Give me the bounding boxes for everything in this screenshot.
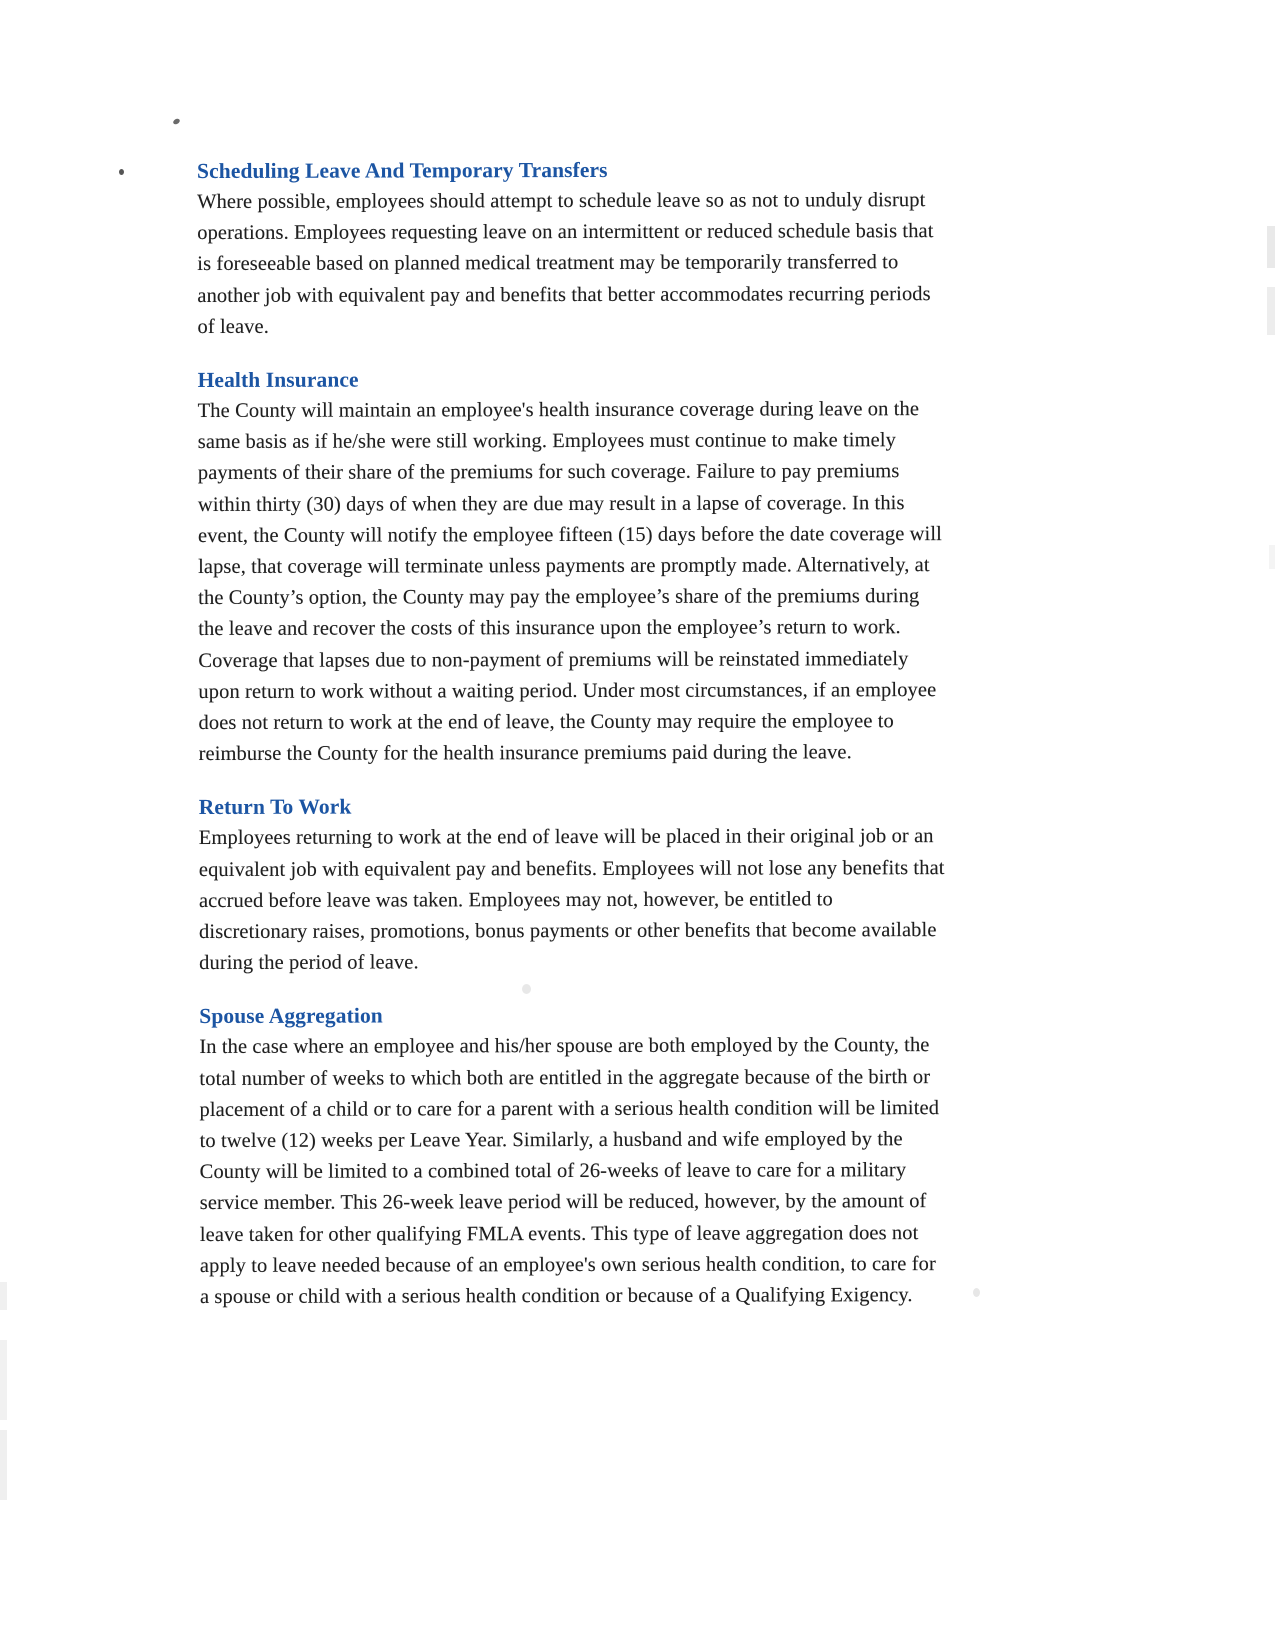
text-line: service member. This 26-week leave period will be reduced, however, by the amount of: [199, 1190, 927, 1215]
text-line: reimburse the County for the health insurance premiums paid during the leave.: [198, 741, 852, 766]
text-line: a spouse or child with a serious health condition or because of a Qualifying Exigency.: [199, 1284, 913, 1309]
policy-section: [198, 363, 1049, 771]
text-line: The County will maintain an employee's health insurance coverage during leave on the: [197, 398, 920, 423]
text-line: the leave and recover the costs of this insurance upon the employee’s return to work.: [198, 616, 901, 641]
text-line: equivalent job with equivalent pay and benefits. Employees will not lose any benefits that: [198, 856, 945, 881]
section-body: [198, 394, 1049, 771]
section-heading: Spouse Aggregation: [199, 1003, 383, 1029]
section-heading: Scheduling Leave And Temporary Transfers: [197, 157, 608, 183]
text-line: Employees returning to work at the end of leave will be placed in their original job or an: [198, 825, 934, 850]
scan-edge-artifact: [0, 1340, 7, 1420]
scan-speck: [172, 118, 181, 126]
section-heading: Return To Work: [198, 795, 352, 820]
text-line: upon return to work without a waiting period. Under most circumstances, if an employee: [198, 678, 937, 703]
section-body: [197, 185, 1047, 343]
text-line: another job with equivalent pay and benefits that better accommodates recurring periods: [197, 282, 931, 307]
scan-edge-artifact: [1267, 226, 1275, 268]
text-line: placement of a child or to care for a parent with a serious health condition will be limited: [199, 1096, 940, 1121]
scan-edge-artifact: [1267, 287, 1275, 335]
scan-edge-artifact: [1269, 545, 1275, 569]
text-line: In the case where an employee and his/her spouse are both employed by the County, the: [199, 1034, 930, 1059]
text-line: of leave.: [197, 315, 269, 338]
text-line: is foreseeable based on planned medical treatment may be temporarily transferred to: [197, 251, 899, 276]
text-line: accrued before leave was taken. Employees may not, however, be entitled to: [198, 888, 833, 912]
text-line: County will be limited to a combined total of 26-weeks of leave to care for a military: [199, 1159, 907, 1184]
policy-section: [199, 790, 1049, 979]
text-line: discretionary raises, promotions, bonus payments or other benefits that become available: [199, 919, 937, 944]
scan-edge-artifact: [0, 1282, 7, 1310]
text-line: leave taken for other qualifying FMLA events. This type of leave aggregation does not: [199, 1221, 919, 1246]
text-line: Where possible, employees should attempt to schedule leave so as not to unduly disrupt: [197, 189, 926, 213]
text-line: total number of weeks to which both are entitled in the aggregate because of the birth or: [199, 1065, 931, 1090]
text-line: operations. Employees requesting leave on an intermittent or reduced schedule basis that: [197, 220, 934, 245]
scan-edge-artifact: [0, 1430, 7, 1500]
text-line: Coverage that lapses due to non-payment of premiums will be reinstated immediately: [198, 647, 909, 672]
text-line: same basis as if he/she were still working. Employees must continue to make timely: [197, 429, 897, 454]
text-line: lapse, that coverage will terminate unless payments are promptly made. Alternatively, at: [198, 554, 930, 579]
text-line: does not return to work at the end of leave, the County may require the employee to: [198, 710, 894, 735]
section-body: [199, 1030, 1050, 1313]
text-line: event, the County will notify the employee fifteen (15) days before the date coverage will: [197, 522, 942, 547]
policy-section: [199, 999, 1050, 1313]
text-line: within thirty (30) days of when they are due may result in a lapse of coverage. In this: [197, 491, 905, 516]
section-body: [199, 821, 1049, 979]
text-line: during the period of leave.: [199, 951, 419, 975]
text-line: payments of their share of the premiums for such coverage. Failure to pay premiums: [197, 460, 900, 485]
text-line: apply to leave needed because of an employee's own serious health condition, to care for: [199, 1252, 936, 1277]
section-heading: Health Insurance: [197, 367, 359, 393]
text-line: to twelve (12) weeks per Leave Year. Similarly, a husband and wife employed by the: [199, 1128, 903, 1153]
document-content: [197, 154, 1050, 1314]
text-line: the County’s option, the County may pay the employee’s share of the premiums during: [198, 585, 920, 610]
policy-section: [197, 154, 1047, 343]
scan-speck: [119, 169, 124, 175]
